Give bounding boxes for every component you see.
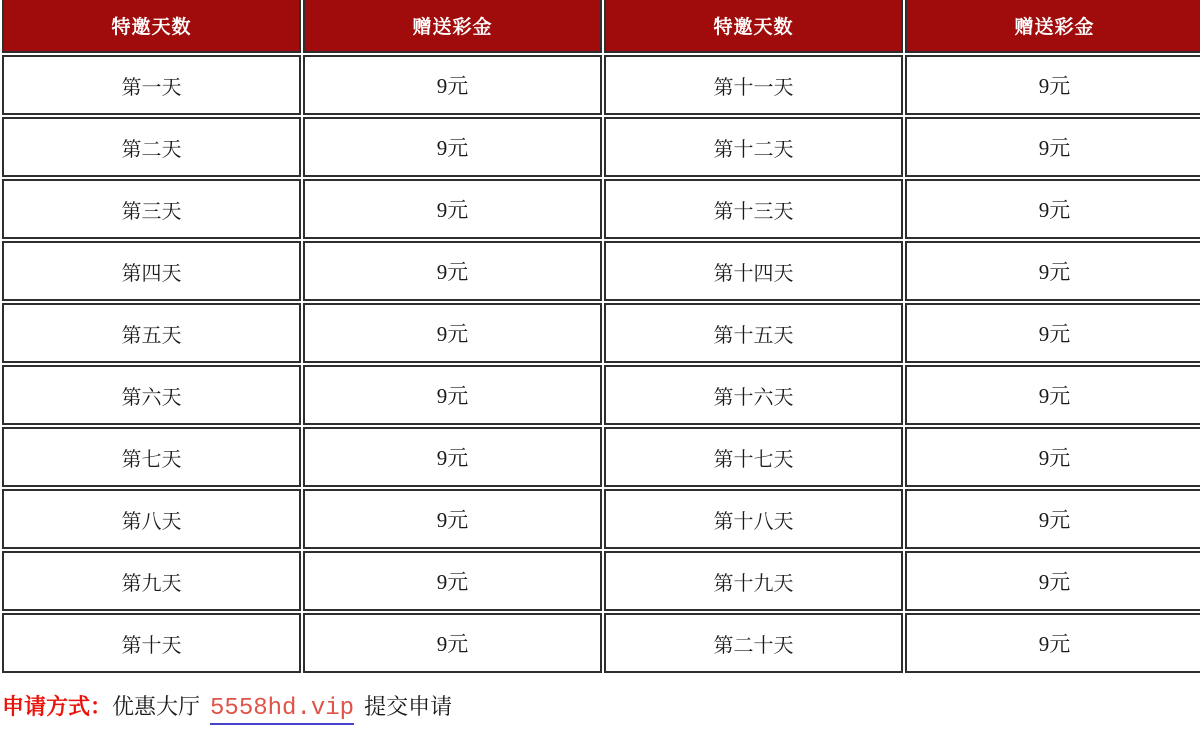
application-method-text-before: 优惠大厅	[112, 694, 201, 719]
day-cell: 第十五天	[604, 303, 903, 363]
table-row	[2, 303, 1200, 363]
table-row	[2, 55, 1200, 115]
day-cell: 第二十天	[604, 613, 903, 673]
column-header-day: 特邀天数	[2, 0, 301, 53]
application-method	[0, 675, 1200, 722]
table-row	[2, 117, 1200, 177]
day-cell: 第十八天	[604, 489, 903, 549]
bonus-cell: 9元	[905, 241, 1200, 301]
day-cell: 第十三天	[604, 179, 903, 239]
column-header-day: 特邀天数	[604, 0, 903, 53]
column-header-bonus: 赠送彩金	[303, 0, 602, 53]
table-row	[2, 427, 1200, 487]
bonus-cell: 9元	[303, 427, 602, 487]
promo-site-link[interactable]: 5558hd.vip	[210, 695, 354, 725]
day-cell: 第七天	[2, 427, 301, 487]
application-method-text-after: 提交申请	[364, 694, 453, 719]
bonus-cell: 9元	[905, 117, 1200, 177]
bonus-cell: 9元	[905, 179, 1200, 239]
bonus-cell: 9元	[905, 365, 1200, 425]
bonus-cell: 9元	[905, 613, 1200, 673]
bonus-cell: 9元	[303, 55, 602, 115]
bonus-cell: 9元	[905, 489, 1200, 549]
header-row	[2, 0, 1200, 53]
table-row	[2, 365, 1200, 425]
table-row	[2, 613, 1200, 673]
bonus-cell: 9元	[303, 489, 602, 549]
day-cell: 第六天	[2, 365, 301, 425]
bonus-cell: 9元	[905, 55, 1200, 115]
day-cell: 第十六天	[604, 365, 903, 425]
day-cell: 第五天	[2, 303, 301, 363]
bonus-cell: 9元	[303, 117, 602, 177]
day-cell: 第四天	[2, 241, 301, 301]
table-row	[2, 489, 1200, 549]
bonus-cell: 9元	[303, 365, 602, 425]
day-cell: 第十二天	[604, 117, 903, 177]
bonus-cell: 9元	[303, 303, 602, 363]
table-row	[2, 241, 1200, 301]
bonus-cell: 9元	[303, 179, 602, 239]
day-cell: 第三天	[2, 179, 301, 239]
day-cell: 第十天	[2, 613, 301, 673]
bonus-cell: 9元	[905, 303, 1200, 363]
day-cell: 第十七天	[604, 427, 903, 487]
bonus-cell: 9元	[905, 551, 1200, 611]
application-method-label: 申请方式：	[2, 694, 113, 719]
day-cell: 第十九天	[604, 551, 903, 611]
bonus-cell: 9元	[303, 241, 602, 301]
bonus-cell: 9元	[303, 551, 602, 611]
day-cell: 第十四天	[604, 241, 903, 301]
day-cell: 第八天	[2, 489, 301, 549]
day-cell: 第二天	[2, 117, 301, 177]
day-cell: 第十一天	[604, 55, 903, 115]
bonus-cell: 9元	[303, 613, 602, 673]
table-row	[2, 551, 1200, 611]
bonus-cell: 9元	[905, 427, 1200, 487]
day-cell: 第一天	[2, 55, 301, 115]
day-cell: 第九天	[2, 551, 301, 611]
table-row	[2, 179, 1200, 239]
column-header-bonus: 赠送彩金	[905, 0, 1200, 53]
